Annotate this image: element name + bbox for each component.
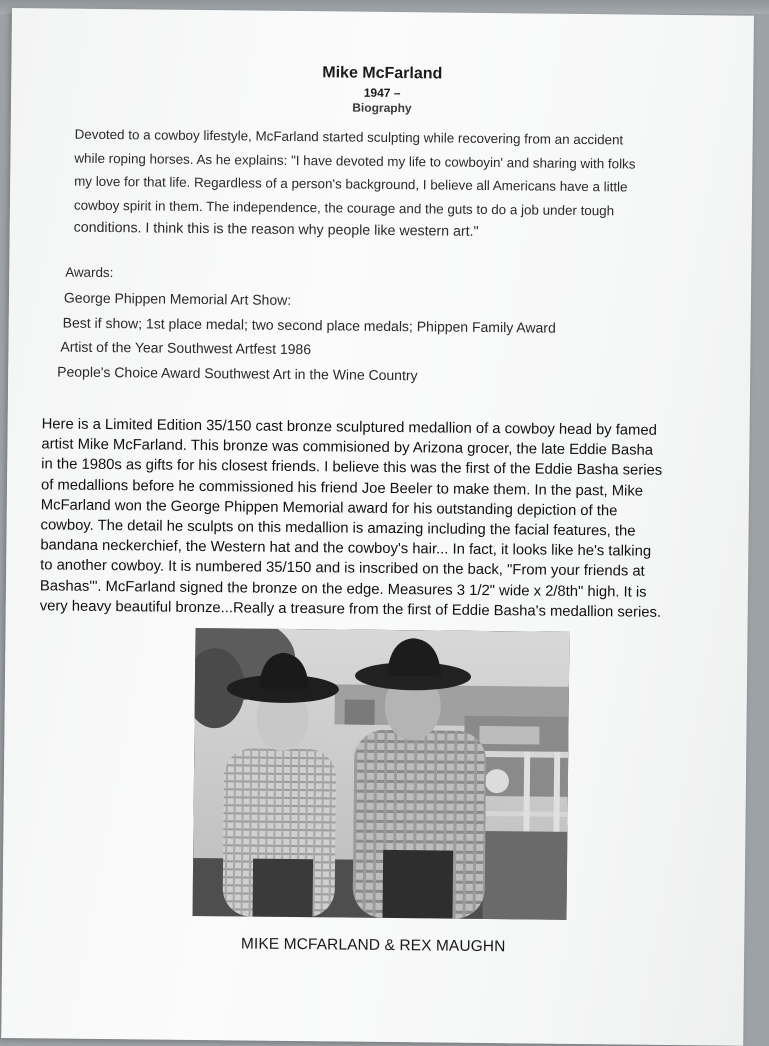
photo-caption: MIKE MCFARLAND & REX MAUGHN (240, 935, 506, 956)
biography-line: Devoted to a cowboy lifestyle, McFarland started sculpting while recovering from an accident (74, 126, 624, 148)
description-line: bandana neckerchief, the Western hat and the cowboy's hair... In fact, it looks like he's talking (40, 537, 652, 560)
page-subtitle: Biography (352, 100, 412, 116)
description-line: of medallions before he commissioned his friend Joe Beeler to make them. In the past, Mike (40, 476, 644, 500)
biography-line: while roping horses. As he explains: "I have devoted my life to cowboyin' and sharing with folks (74, 150, 636, 172)
biography-page (1, 8, 754, 1046)
description-line: Bashas'". McFarland signed the bronze on the edge. Measures 3 1/2" wide x 2/8th" high. It is (39, 577, 647, 601)
awards-heading: Awards: (65, 264, 114, 281)
description-line: very heavy beautiful bronze...Really a treasure from the first of Eddie Basha's medallion series. (39, 598, 662, 621)
photo-illustration (193, 628, 570, 920)
artist-years: 1947 – (363, 85, 401, 101)
description-line: to another cowboy. It is numbered 35/150 and is inscribed on the back, "From your friends at (40, 557, 645, 581)
page-title: Mike McFarland (322, 64, 443, 83)
award-item: People's Choice Award Southwest Art in the Wine Country (57, 363, 418, 384)
awards-list (57, 261, 556, 390)
award-item: George Phippen Memorial Art Show: (63, 289, 292, 308)
cowboys-photo (193, 628, 570, 920)
description-line: cowboy. The detail he sculpts on this medallion is amazing including the facial features, the (40, 517, 636, 540)
medallion-description (40, 414, 732, 623)
award-item: Artist of the Year Southwest Artfest 1986 (60, 338, 312, 358)
cowboy-left (223, 652, 340, 917)
description-line: Here is a Limited Edition 35/150 cast bronze sculptured medallion of a cowboy head by famed (41, 416, 657, 439)
cowboy-right (352, 638, 487, 919)
biography-line: conditions. I think this is the reason why people like western art." (73, 219, 479, 240)
biography-line: cowboy spirit in them. The independence, the courage and the guts to do a job under tough (73, 197, 615, 218)
award-item: Best if show; 1st place medal; two second place medals; Phippen Family Award (62, 314, 556, 336)
biography-paragraph (74, 123, 715, 247)
description-line: artist Mike McFarland. This bronze was commisioned by Arizona grocer, the late Eddie Basha (41, 436, 654, 459)
description-line: in the 1980s as gifts for his closest friends. I believe this was the first of the Eddie Basha series (41, 456, 663, 480)
description-line: McFarland won the George Phippen Memorial award for his outstanding depiction of the (40, 497, 618, 520)
biography-line: my love for that life. Regardless of a person's background, I believe all Americans have a little (74, 173, 628, 195)
